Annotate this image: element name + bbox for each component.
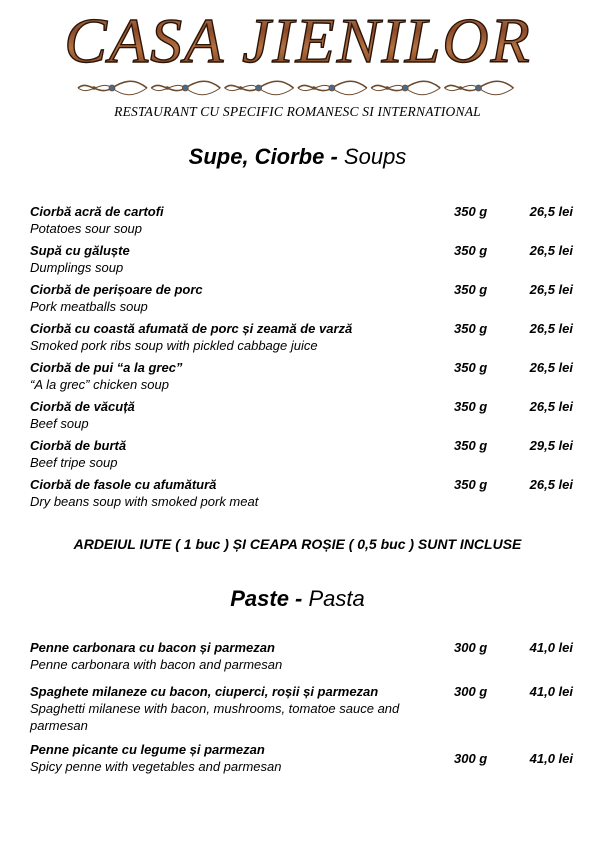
- item-weight: 350 g: [454, 243, 488, 258]
- item-description: Smoked pork ribs soup with pickled cabbage juice: [30, 338, 318, 353]
- item-name: Spaghete milaneze cu bacon, ciuperci, roșii și parmezan: [30, 684, 379, 699]
- menu-item: [30, 742, 575, 775]
- item-description: Spaghetti milanese with bacon, mushrooms, tomatoe sauce and parmesan: [30, 701, 400, 733]
- item-price: 26,5 lei: [529, 243, 573, 258]
- menu-item: [30, 282, 575, 315]
- item-weight: 300 g: [454, 684, 488, 699]
- item-name: Ciorbă cu coastă afumată de porc și zeamă de varză: [30, 321, 353, 336]
- item-name: Ciorbă de burtă: [30, 438, 127, 453]
- ornament-flower: [256, 85, 262, 91]
- menu-item: [30, 640, 575, 673]
- item-name: Ciorbă de perișoare de porc: [30, 282, 203, 297]
- item-weight: 350 g: [454, 477, 488, 492]
- section-title-ro: Paste -: [230, 586, 309, 611]
- restaurant-logo: [28, 6, 568, 72]
- menu-item: [30, 477, 575, 510]
- menu-item: [30, 399, 575, 432]
- ornament-bud: [459, 86, 463, 90]
- ornament-flower: [109, 85, 115, 91]
- menu-item: [30, 438, 575, 471]
- item-description: Beef tripe soup: [30, 455, 118, 470]
- item-price: 26,5 lei: [529, 321, 573, 336]
- item-name: Penne carbonara cu bacon și parmezan: [30, 640, 275, 655]
- menu-item: [30, 204, 575, 237]
- section-title-ro: Supe, Ciorbe -: [188, 144, 344, 169]
- section-title-en: Soups: [343, 144, 407, 169]
- item-description: Pork meatballs soup: [30, 299, 148, 314]
- item-weight: 300 g: [454, 640, 488, 655]
- item-weight: 300 g: [454, 751, 488, 766]
- item-name: Ciorbă de văcuță: [30, 399, 135, 414]
- item-price: 26,5 lei: [529, 477, 573, 492]
- logo-text: CASA JIENILOR: [64, 6, 532, 72]
- item-description: Beef soup: [30, 416, 89, 431]
- menu-item: [30, 360, 575, 393]
- item-weight: 350 g: [454, 282, 488, 297]
- menu-item: [30, 321, 575, 354]
- tagline: RESTAURANT CU SPECIFIC ROMANESC SI INTERNATIONAL: [114, 104, 481, 119]
- item-price: 26,5 lei: [529, 399, 573, 414]
- item-price: 41,0 lei: [529, 640, 573, 655]
- item-name: Ciorbă de fasole cu afumătură: [30, 477, 217, 492]
- section-title-soups: [0, 144, 595, 170]
- item-price: 41,0 lei: [529, 684, 573, 699]
- ornament-flower: [402, 85, 408, 91]
- ornament-bud: [166, 86, 170, 90]
- item-name: Ciorbă acră de cartofi: [30, 204, 164, 219]
- item-description: “A la grec” chicken soup: [30, 377, 169, 392]
- ornament-flower: [476, 85, 482, 91]
- item-description: Dry beans soup with smoked pork meat: [30, 494, 259, 509]
- item-description: Dumplings soup: [30, 260, 124, 275]
- section-title-en: Pasta: [308, 586, 365, 611]
- menu-item: [30, 684, 575, 734]
- item-description: Spicy penne with vegetables and parmesan: [30, 759, 282, 774]
- ornament-flower: [329, 85, 335, 91]
- ornament-divider: [76, 77, 516, 99]
- item-description: Potatoes sour soup: [30, 221, 143, 236]
- item-name: Ciorbă de pui “a la grec”: [30, 360, 183, 375]
- item-description: Penne carbonara with bacon and parmesan: [30, 657, 283, 672]
- item-price: 29,5 lei: [529, 438, 573, 453]
- included-note: ARDEIUL IUTE ( 1 buc ) ȘI CEAPA ROȘIE ( 0,5 buc ) SUNT INCLUSE: [73, 536, 522, 552]
- ornament-bud: [385, 86, 389, 90]
- ornament-flower: [182, 85, 188, 91]
- item-weight: 350 g: [454, 360, 488, 375]
- item-price: 26,5 lei: [529, 204, 573, 219]
- ornament-bud: [92, 86, 96, 90]
- item-weight: 350 g: [454, 321, 488, 336]
- item-weight: 350 g: [454, 399, 488, 414]
- item-weight: 350 g: [454, 204, 488, 219]
- item-price: 41,0 lei: [529, 751, 573, 766]
- ornament-bud: [312, 86, 316, 90]
- item-name: Penne picante cu legume și parmezan: [30, 742, 265, 757]
- item-price: 26,5 lei: [529, 282, 573, 297]
- item-price: 26,5 lei: [529, 360, 573, 375]
- ornament-bud: [239, 86, 243, 90]
- item-weight: 350 g: [454, 438, 488, 453]
- menu-item: [30, 243, 575, 276]
- item-name: Supă cu găluște: [30, 243, 130, 258]
- section-title-pasta: [0, 586, 595, 612]
